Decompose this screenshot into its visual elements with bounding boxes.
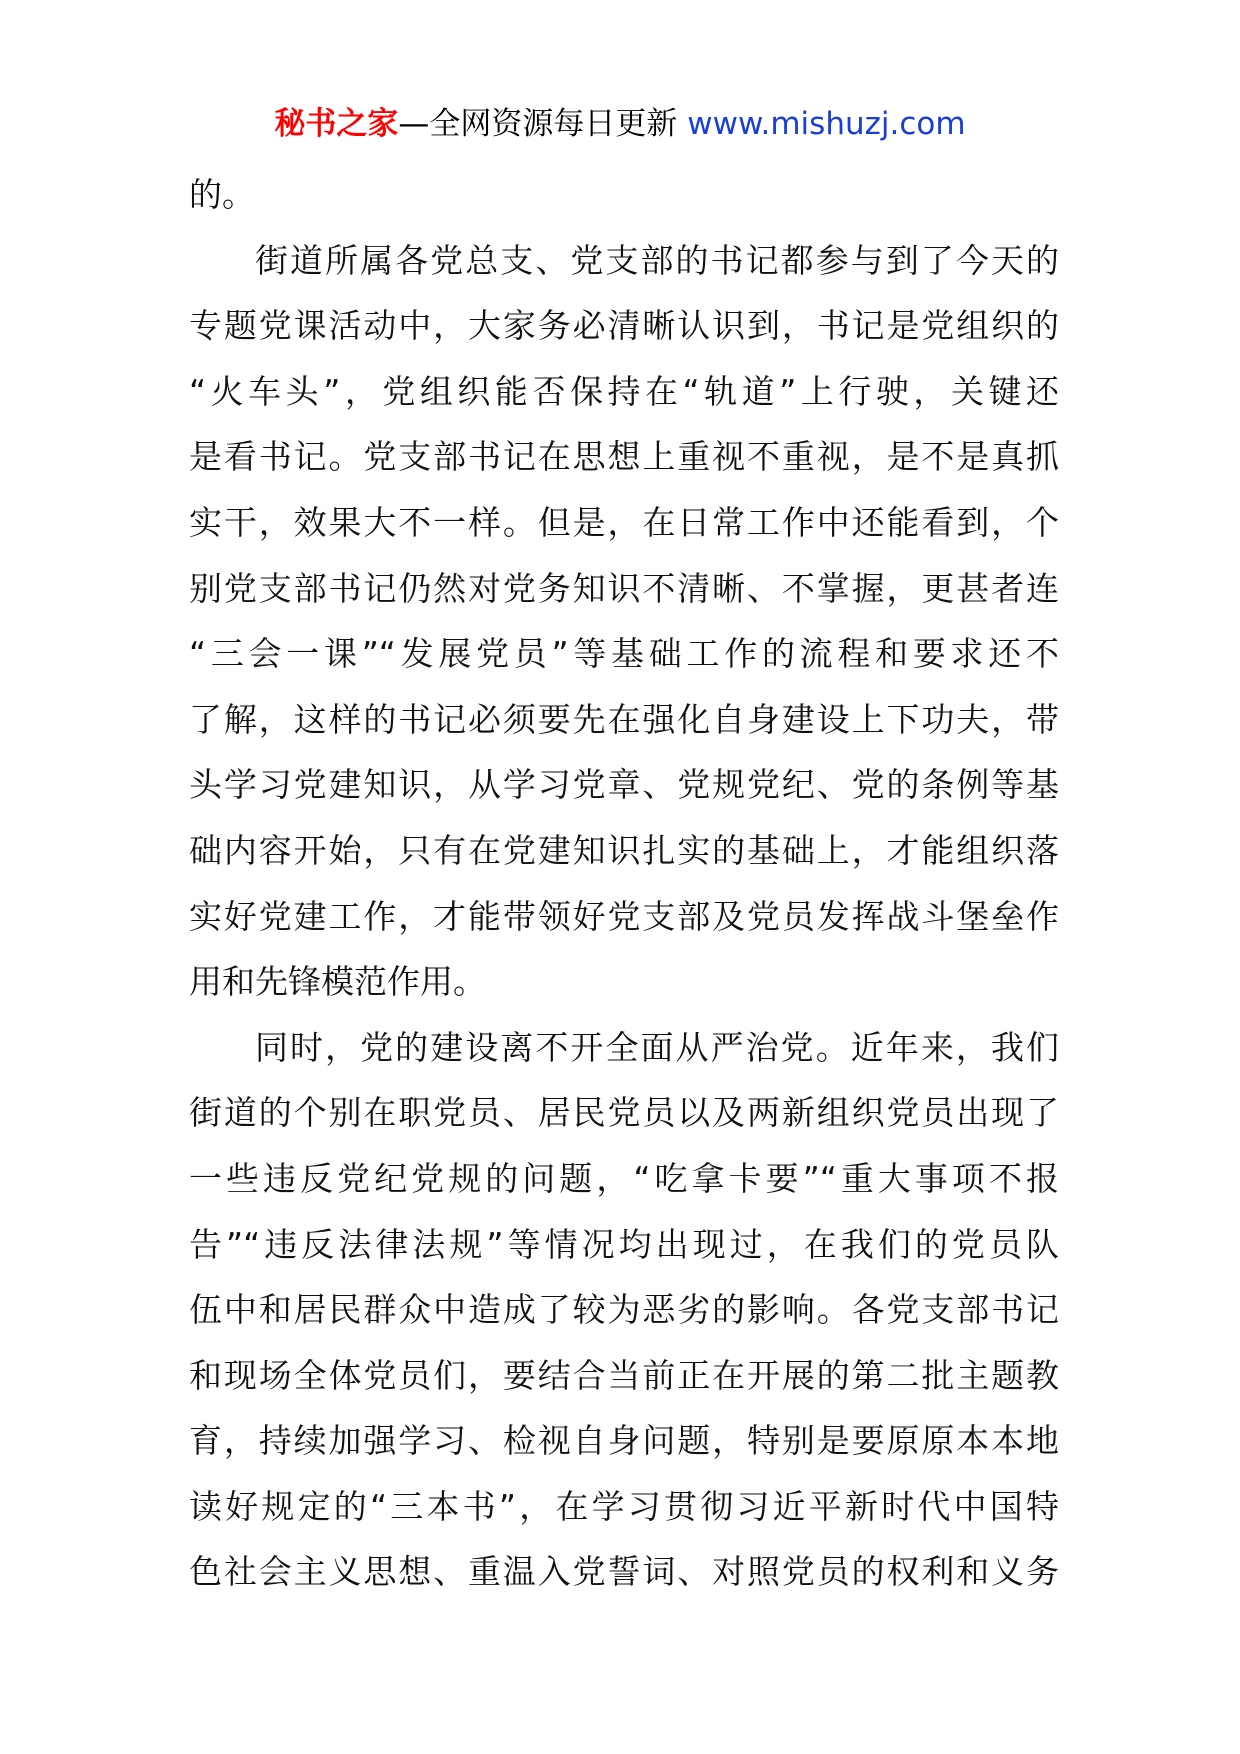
text-line: 街道所属各党总支、党支部的书记都参与到了今天的 [255,240,1059,280]
text-line: 色社会主义思想、重温入党誓词、对照党员的权利和义务 [189,1552,1059,1592]
text-line: 育，持续加强学习、检视自身问题，特别是要原原本本地 [189,1421,1059,1461]
text-line: 的。 [189,175,255,214]
text-line: 是看书记。党支部书记在思想上重视不重视，是不是真抓 [189,437,1059,477]
text-line: 用和先锋模范作用。 [189,962,486,1002]
site-url-link[interactable]: www.mishuzj.com [687,106,966,142]
text-line: 读好规定的“三本书”，在学习贯彻习近平新时代中国特 [189,1486,1059,1526]
text-line: 告”“违反法律法规”等情况均出现过，在我们的党员队 [189,1224,1059,1264]
text-line: 伍中和居民群众中造成了较为恶劣的影响。各党支部书记 [189,1290,1059,1330]
text-line: “火车头”，党组织能否保持在“轨道”上行驶，关键还 [189,371,1059,411]
text-line: 实干，效果大不一样。但是，在日常工作中还能看到，个 [189,502,1059,542]
text-line: 头学习党建知识，从学习党章、党规党纪、党的条例等基 [189,765,1059,805]
text-line: 别党支部书记仍然对党务知识不清晰、不掌握，更甚者连 [189,568,1059,608]
text-line: 础内容开始，只有在党建知识扎实的基础上，才能组织落 [189,830,1059,870]
text-line: 一些违反党纪党规的问题，“吃拿卡要”“重大事项不报 [189,1158,1059,1198]
text-line: 同时，党的建设离不开全面从严治党。近年来，我们 [255,1027,1059,1067]
text-line: 了解，这样的书记必须要先在强化自身建设上下功夫，带 [189,699,1059,739]
text-line: 实好党建工作，才能带领好党支部及党员发挥战斗堡垒作 [189,896,1059,936]
header-slogan: —全网资源每日更新 [398,106,678,142]
text-line: 专题党课活动中，大家务必清晰认识到，书记是党组织的 [189,306,1059,346]
brand-name: 秘书之家 [274,106,399,142]
text-line: 街道的个别在职党员、居民党员以及两新组织党员出现了 [189,1093,1059,1133]
text-line: “三会一课”“发展党员”等基础工作的流程和要求还不 [189,634,1059,674]
text-line: 和现场全体党员们，要结合当前正在开展的第二批主题教 [189,1355,1059,1395]
document-body [189,162,1059,1605]
page-header [0,100,1240,148]
